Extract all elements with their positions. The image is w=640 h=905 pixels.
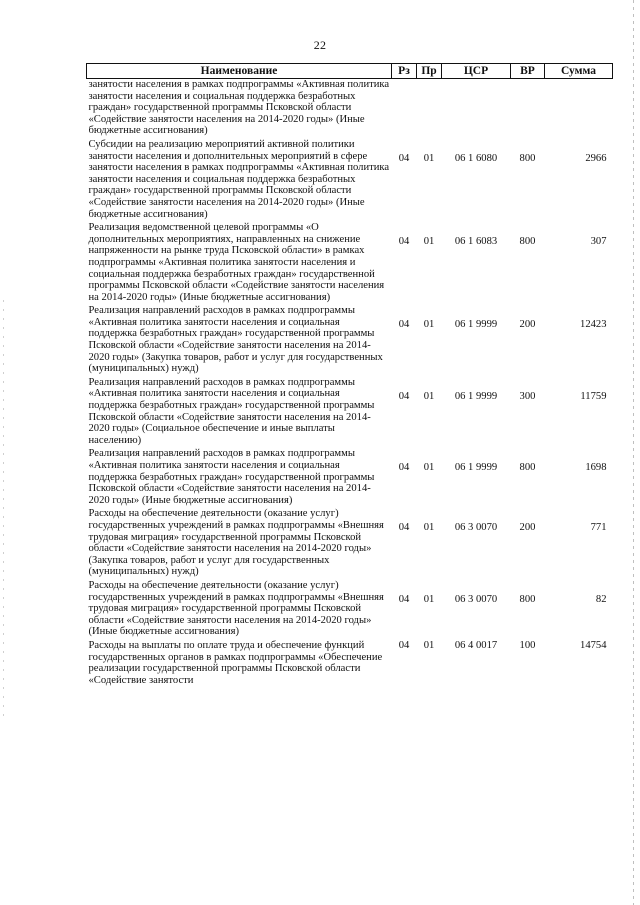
row-csr: 06 3 0070 bbox=[454, 593, 498, 605]
row-vr: 300 bbox=[519, 390, 536, 402]
row-name: Реализация направлений расходов в рамках подпрограммы «Активная политика занятости населения и социальная поддержка безработных граждан» государственной программы Псковской области «Содействие занятости населения на 2014-2020 годы» (Закупка товаров, работ и услуг для государственных (муниципальных) нужд) bbox=[88, 305, 383, 375]
row-sum bbox=[545, 79, 613, 139]
header-vr: ВР bbox=[511, 64, 545, 79]
table-header bbox=[87, 64, 613, 79]
row-csr: 06 1 6083 bbox=[454, 236, 498, 248]
table-row bbox=[87, 580, 613, 640]
row-csr: 06 4 0017 bbox=[454, 639, 498, 651]
table-row bbox=[87, 640, 613, 688]
row-name: занятости населения в рамках подпрограммы «Активная политика занятости населения и социальная поддержка безработных граждан» государственной программы Псковской области «Содействие занятости населения на 2014-2020 годы» (Иные бюджетные ассигнования) bbox=[88, 79, 390, 137]
row-rz bbox=[392, 79, 417, 139]
table-row bbox=[87, 222, 613, 305]
row-csr: 06 1 9999 bbox=[454, 462, 498, 474]
row-name: Реализация направлений расходов в рамках подпрограммы «Активная политика занятости населения и социальная поддержка безработных граждан» государственной программы Псковской области «Содействие занятости населения на 2014-2020 годы» (Иные бюджетные ассигнования) bbox=[88, 448, 375, 506]
table-row bbox=[87, 139, 613, 222]
row-pr: 01 bbox=[423, 462, 435, 474]
row-rz: 04 bbox=[398, 462, 410, 474]
row-vr: 200 bbox=[519, 522, 536, 534]
row-pr: 01 bbox=[423, 593, 435, 605]
row-sum: 771 bbox=[590, 522, 607, 534]
budget-table bbox=[86, 63, 613, 688]
row-rz: 04 bbox=[398, 639, 410, 651]
table-row bbox=[87, 508, 613, 580]
header-rz: Рз bbox=[392, 64, 417, 79]
row-pr: 01 bbox=[423, 319, 435, 331]
row-pr: 01 bbox=[423, 236, 435, 248]
row-pr: 01 bbox=[423, 522, 435, 534]
row-vr: 800 bbox=[519, 236, 536, 248]
row-vr bbox=[511, 79, 545, 139]
row-csr: 06 1 9999 bbox=[454, 390, 498, 402]
row-rz: 04 bbox=[398, 593, 410, 605]
row-vr: 800 bbox=[519, 462, 536, 474]
row-rz: 04 bbox=[398, 152, 410, 164]
header-csr: ЦСР bbox=[442, 64, 511, 79]
row-rz: 04 bbox=[398, 522, 410, 534]
row-csr: 06 1 9999 bbox=[454, 319, 498, 331]
row-vr: 200 bbox=[519, 319, 536, 331]
header-name: Наименование bbox=[87, 64, 392, 79]
row-vr: 100 bbox=[519, 639, 536, 651]
row-sum: 11759 bbox=[580, 390, 607, 402]
row-pr: 01 bbox=[423, 390, 435, 402]
header-sum: Сумма bbox=[545, 64, 613, 79]
row-sum: 14754 bbox=[580, 639, 607, 651]
row-csr bbox=[442, 79, 511, 139]
header-row bbox=[87, 64, 613, 79]
scan-edge-line bbox=[633, 0, 634, 905]
row-name: Реализация направлений расходов в рамках подпрограммы «Активная политика занятости населения и социальная поддержка безработных граждан» государственной программы Псковской области «Содействие занятости населения на 2014-2020 годы» (Социальное обеспечение и иные выплаты населению) bbox=[88, 376, 375, 446]
row-name: Реализация ведомственной целевой программы «О дополнительных мероприятиях, направленных на снижение напряженности на рынке труда Псковской области» в рамках подпрограммы «Активная политика занятости населения и социальная поддержка безработных граждан» государственной программы Псковской области «Содействие занятости населения на 2014-2020 годы» (Иные бюджетные ассигнования) bbox=[88, 222, 385, 303]
row-pr bbox=[417, 79, 442, 139]
budget-table-container bbox=[86, 63, 612, 688]
row-pr: 01 bbox=[423, 639, 435, 651]
table-row bbox=[87, 79, 613, 139]
row-sum: 2966 bbox=[585, 152, 607, 164]
row-csr: 06 3 0070 bbox=[454, 522, 498, 534]
scan-edge-line-left bbox=[3, 300, 4, 720]
table-row bbox=[87, 305, 613, 377]
row-rz: 04 bbox=[398, 319, 410, 331]
header-pr: Пр bbox=[417, 64, 442, 79]
table-row bbox=[87, 448, 613, 508]
row-rz: 04 bbox=[398, 236, 410, 248]
row-name: Расходы на обеспечение деятельности (оказание услуг) государственных учреждений в рамках подпрограммы «Внешняя трудовая миграция» государственной программы Псковской области «Содействие занятости населения на 2014-2020 годы» (Закупка товаров, работ и услуг для государственных (муниципальных) нужд) bbox=[88, 508, 384, 578]
row-vr: 800 bbox=[519, 152, 536, 164]
row-name: Расходы на выплаты по оплате труда и обеспечение функций государственных органов в рамках подпрограммы «Обеспечение реализации государственной программы Псковской области «Содействие занятости bbox=[88, 639, 383, 686]
row-rz: 04 bbox=[398, 390, 410, 402]
row-name: Субсидии на реализацию мероприятий активной политики занятости населения и дополнительных мероприятий в сфере занятости населения в рамках подпрограммы «Активная политика занятости населения и социальная поддержка безработных граждан» государственной программы Псковской области «Содействие занятости населения на 2014-2020 годы» (Иные бюджетные ассигнования) bbox=[88, 138, 390, 220]
row-csr: 06 1 6080 bbox=[454, 152, 498, 164]
page-number: 22 bbox=[313, 38, 327, 52]
row-sum: 1698 bbox=[585, 462, 607, 474]
row-pr: 01 bbox=[423, 152, 435, 164]
row-sum: 12423 bbox=[580, 319, 607, 331]
row-sum: 82 bbox=[595, 593, 607, 605]
row-name: Расходы на обеспечение деятельности (оказание услуг) государственных учреждений в рамках подпрограммы «Внешняя трудовая миграция» государственной программы Псковской области «Содействие занятости населения на 2014-2020 годы» (Иные бюджетные ассигнования) bbox=[88, 579, 384, 638]
table-row bbox=[87, 377, 613, 449]
row-sum: 307 bbox=[590, 236, 607, 248]
table-body bbox=[87, 79, 613, 689]
row-vr: 800 bbox=[519, 593, 536, 605]
